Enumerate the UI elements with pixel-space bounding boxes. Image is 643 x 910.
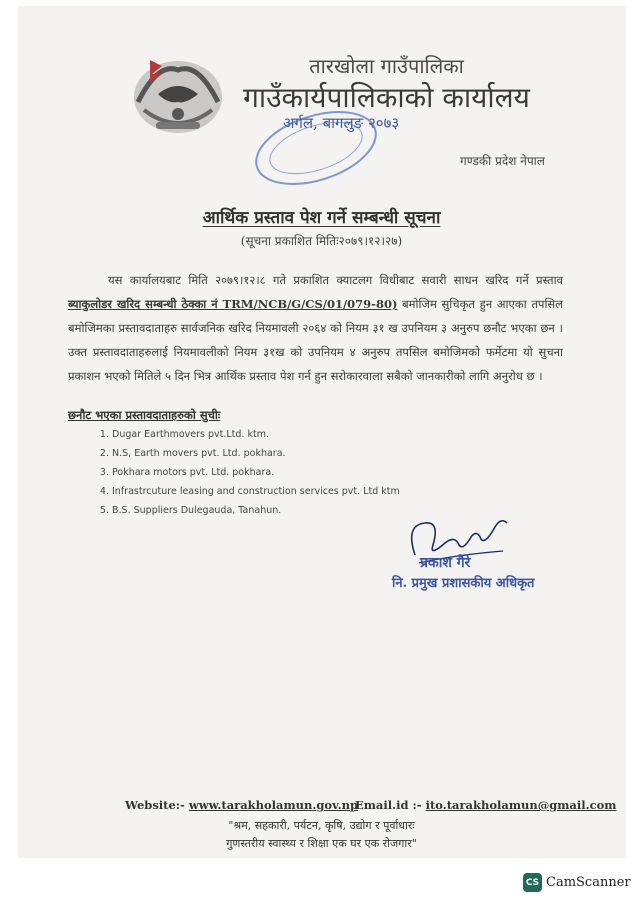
website-link[interactable]: www.tarakholamun.gov.np xyxy=(188,798,359,812)
email-label: Email.id :- xyxy=(355,798,422,812)
province-label: गण्डकी प्रदेश नेपाल xyxy=(460,154,545,168)
body-intro: यस कार्यालयबाट मिति २०७९।१२।८ गते प्रकाशित क्याटलग विधीबाट सवारी साधन खरिद गर्ने प्रस्ताव xyxy=(108,273,563,287)
published-date: (सूचना प्रकाशित मितिः२०७९।१२।२७) xyxy=(240,234,403,248)
notice-title: आर्थिक प्रस्ताव पेश गर्ने सम्बन्धी सूचना xyxy=(202,208,441,228)
body-rest: बमोजिम सुचिकृत हुन आएका तपसिल बमोजिमका प्रस्तावदाताहरु सार्वजनिक खरिद नियमावली २०६४ को नियम ३१ ख उपनियम ३ अनुरुप छनौट भएका छन । उक्त प्रस्तावदाताहरुलाई नियमावलीको नियम ३१ख को उपनियम ४ अनुरुप तपसिल बमोजिमको फर्मेटमा यो सुचना प्रकाशन भएको मितिले ५ दिन भित्र आर्थिक प्रस्ताव पेश गर्न हुन सरोकारवाला सबैको जानकारीको लागि अनुरोध छ । xyxy=(68,297,564,383)
list-item: 4. Infrastrcuture leasing and construction services pvt. Ltd ktm xyxy=(112,482,400,501)
signatory-name: प्रकाश गैरे xyxy=(420,555,471,571)
email-link[interactable]: ito.tarakholamun@gmail.com xyxy=(425,798,617,812)
list-item: 5. B.S. Suppliers Dulegauda, Tanahun. xyxy=(112,501,400,520)
list-item: 3. Pokhara motors pvt. Ltd. pokhara. xyxy=(112,463,400,482)
camscanner-watermark xyxy=(523,873,631,892)
camscanner-icon: CS xyxy=(523,873,542,892)
signatory-title: नि. प्रमुख प्रशासकीय अधिकृत xyxy=(392,576,535,591)
footer-website xyxy=(125,798,358,812)
camscanner-label: CamScanner xyxy=(546,875,631,890)
bidder-list-heading: छनौट भएका प्रस्तावदाताहरुको सुचीः xyxy=(68,408,221,422)
motto-line-2: गुणस्तरीय स्वास्थ्य र शिक्षा एक घर एक रोजगार" xyxy=(226,837,417,850)
contract-reference: ब्याकुलोडर खरिद सम्बन्धी ठेक्का नं TRM/NCB/G/CS/01/079-80) xyxy=(68,297,398,311)
website-label: Website:- xyxy=(125,798,185,812)
office-address: अर्गल, बागलुङ २०७३ xyxy=(283,114,400,132)
notice-body xyxy=(68,268,563,388)
office-name: गाउँकार्यपालिकाको कार्यालय xyxy=(243,81,530,114)
bidder-list xyxy=(90,425,400,520)
list-item: 1. Dugar Earthmovers pvt.Ltd. ktm. xyxy=(112,425,400,444)
list-item: 2. N.S, Earth movers pvt. Ltd. pokhara. xyxy=(112,444,400,463)
motto-line-1: "श्रम, सहकारी, पर्यटन, कृषि, उद्योग र पूर्वाधारः xyxy=(228,819,415,832)
municipality-name: तारखोला गाउँपालिका xyxy=(309,54,464,78)
office-stamp xyxy=(246,108,386,188)
footer-email xyxy=(355,798,616,812)
